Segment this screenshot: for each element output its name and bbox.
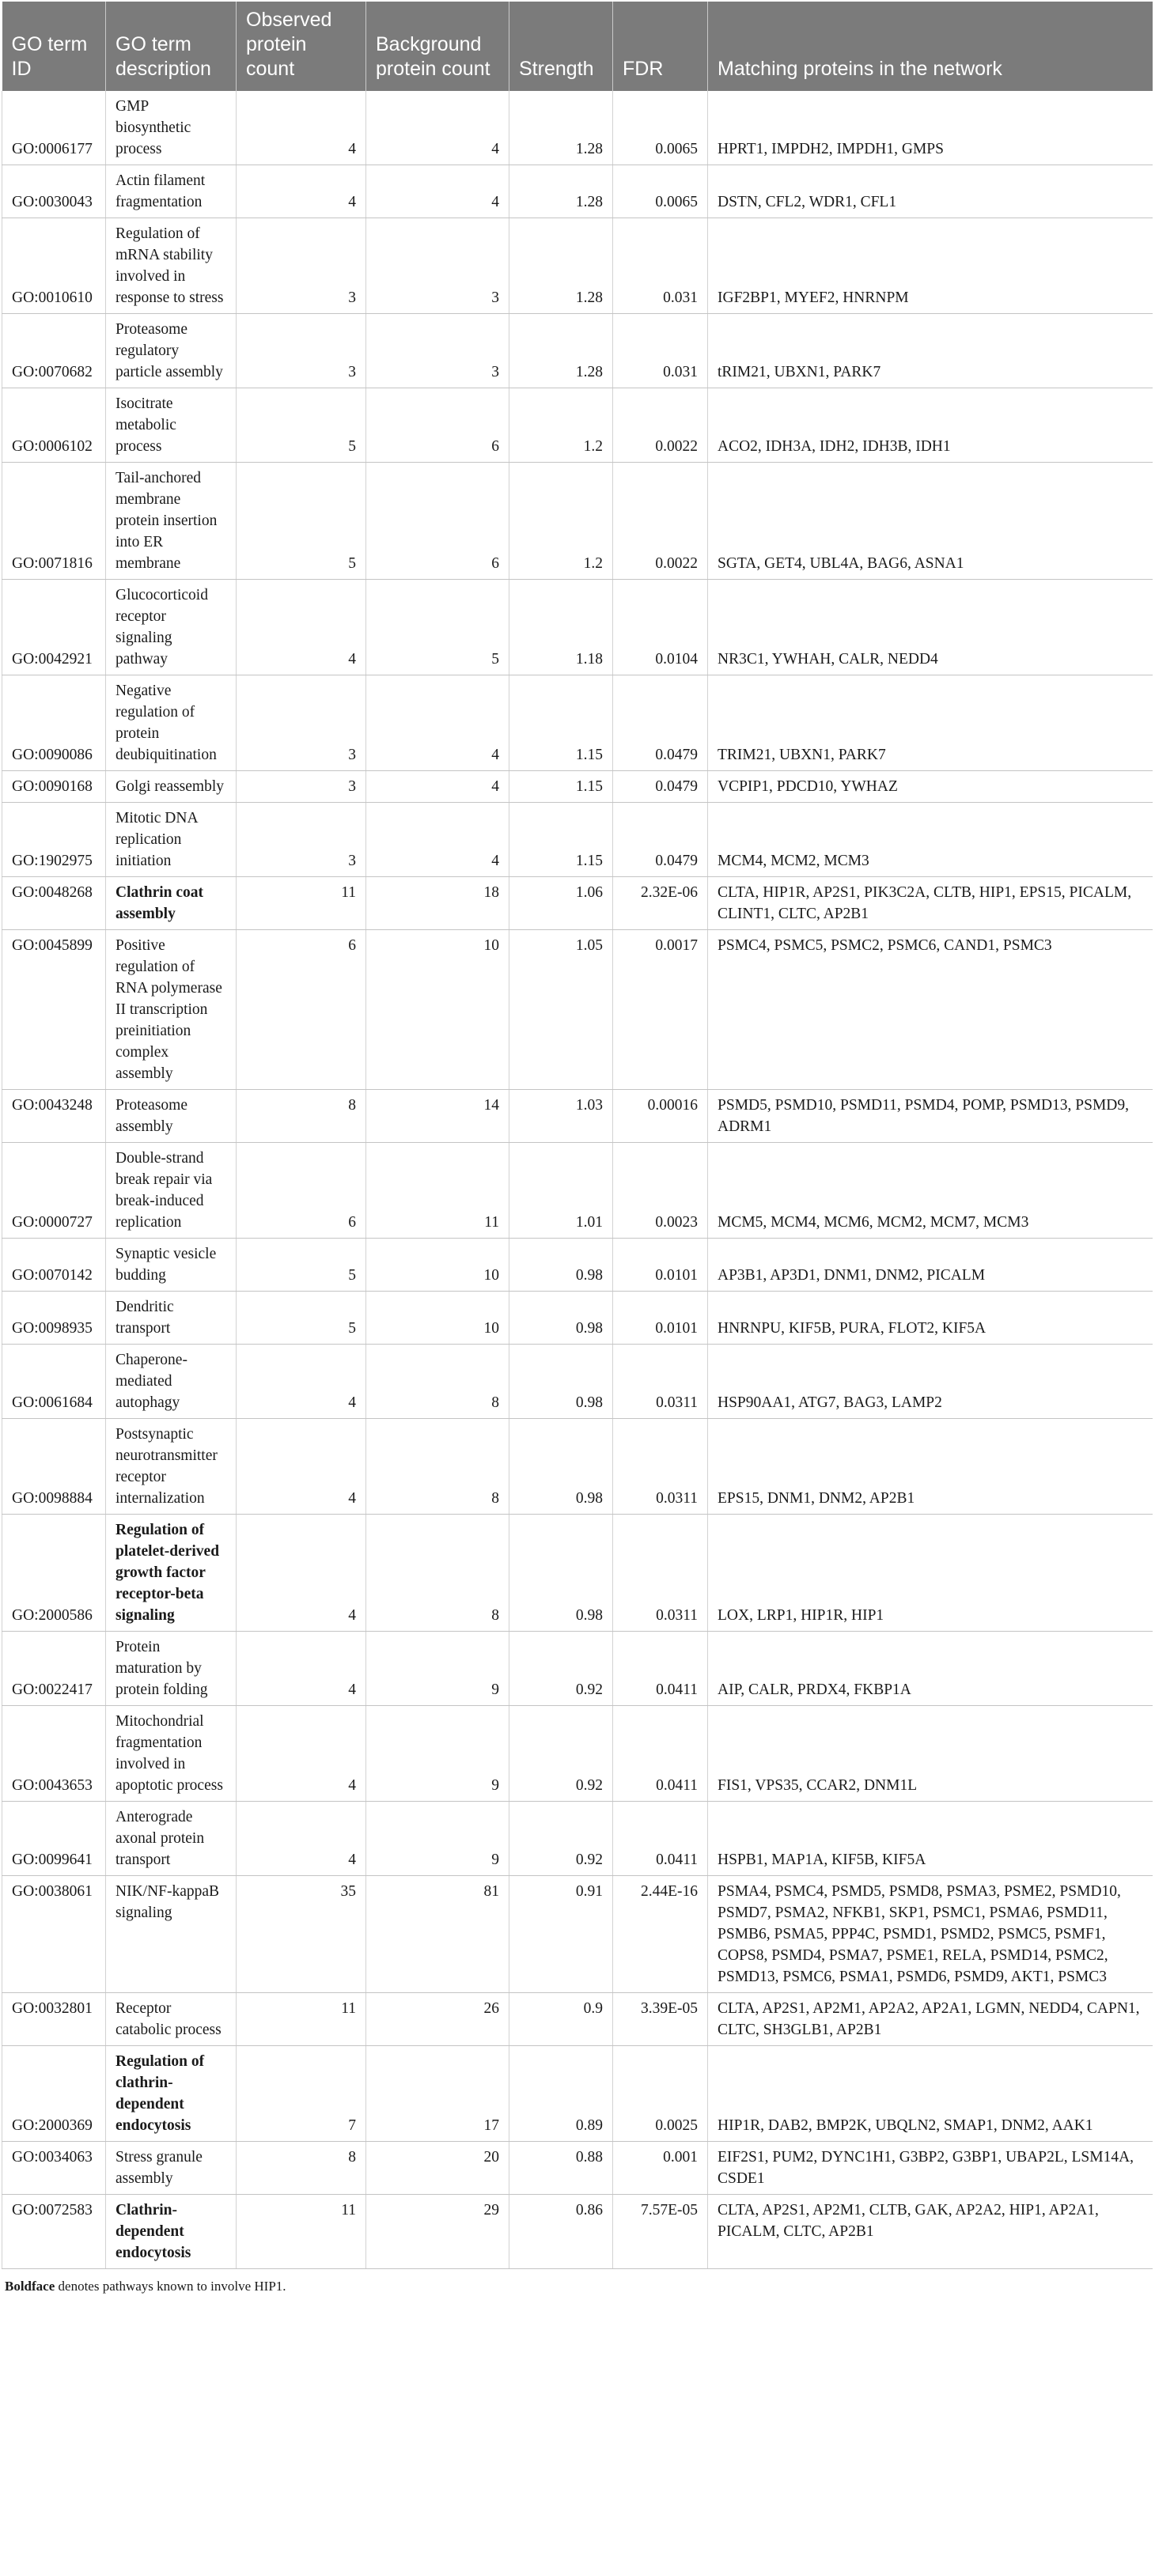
go-term-id-cell: GO:0038061 (2, 1876, 106, 1993)
header-matching-proteins: Matching proteins in the network (708, 2, 1153, 91)
go-term-description-cell: Proteasome assembly (106, 1090, 237, 1143)
fdr-cell: 0.031 (613, 314, 708, 388)
matching-proteins-cell: LOX, LRP1, HIP1R, HIP1 (708, 1515, 1153, 1632)
go-term-description-cell: Dendritic transport (106, 1292, 237, 1345)
go-term-id-cell: GO:0070142 (2, 1239, 106, 1292)
background-count-cell: 14 (366, 1090, 509, 1143)
observed-count-cell: 3 (237, 771, 366, 803)
observed-count-cell: 4 (237, 91, 366, 165)
strength-cell: 1.05 (509, 930, 613, 1090)
fdr-cell: 0.0311 (613, 1515, 708, 1632)
go-term-description-cell: Actin filament fragmentation (106, 165, 237, 218)
go-term-id-cell: GO:0048268 (2, 877, 106, 930)
strength-cell: 1.03 (509, 1090, 613, 1143)
fdr-cell: 0.0311 (613, 1345, 708, 1419)
matching-proteins-cell: CLTA, AP2S1, AP2M1, AP2A2, AP2A1, LGMN, NEDD4, CAPN1, CLTC, SH3GLB1, AP2B1 (708, 1993, 1153, 2046)
go-term-description-cell: Stress granule assembly (106, 2142, 237, 2195)
fdr-cell: 0.0065 (613, 165, 708, 218)
observed-count-cell: 3 (237, 218, 366, 314)
go-term-description-cell: Synaptic vesicle budding (106, 1239, 237, 1292)
strength-cell: 0.88 (509, 2142, 613, 2195)
table-row (2, 1993, 1153, 2046)
observed-count-cell: 4 (237, 1419, 366, 1515)
go-term-id-cell: GO:1902975 (2, 803, 106, 877)
table-row (2, 218, 1153, 314)
observed-count-cell: 3 (237, 675, 366, 771)
strength-cell: 0.98 (509, 1515, 613, 1632)
background-count-cell: 4 (366, 675, 509, 771)
matching-proteins-cell: PSMA4, PSMC4, PSMD5, PSMD8, PSMA3, PSME2, PSMD10, PSMD7, PSMA2, NFKB1, SKP1, PSMC1, PSMA6, PSMD11, PSMB6, PSMA5, PPP4C, PSMD1, PSMD2, PSMC5, PSMF1, COPS8, PSMD4, PSMA7, PSME1, RELA, PSMD14, PSMC2, PSMD13, PSMC6, PSMA1, PSMD6, PSMD9, AKT1, PSMC3 (708, 1876, 1153, 1993)
strength-cell: 0.92 (509, 1632, 613, 1706)
go-term-description-cell: Clathrin-dependent endocytosis (106, 2195, 237, 2269)
matching-proteins-cell: PSMC4, PSMC5, PSMC2, PSMC6, CAND1, PSMC3 (708, 930, 1153, 1090)
fdr-cell: 0.0017 (613, 930, 708, 1090)
strength-cell: 1.15 (509, 675, 613, 771)
background-count-cell: 18 (366, 877, 509, 930)
matching-proteins-cell: HNRNPU, KIF5B, PURA, FLOT2, KIF5A (708, 1292, 1153, 1345)
matching-proteins-cell: FIS1, VPS35, CCAR2, DNM1L (708, 1706, 1153, 1802)
go-term-id-cell: GO:0006102 (2, 388, 106, 463)
observed-count-cell: 35 (237, 1876, 366, 1993)
table-row (2, 388, 1153, 463)
go-term-description-cell: Regulation of clathrin-dependent endocytosis (106, 2046, 237, 2142)
strength-cell: 1.06 (509, 877, 613, 930)
go-term-id-cell: GO:0034063 (2, 2142, 106, 2195)
background-count-cell: 9 (366, 1706, 509, 1802)
table-row (2, 165, 1153, 218)
observed-count-cell: 4 (237, 1632, 366, 1706)
go-term-description-cell: GMP biosynthetic process (106, 91, 237, 165)
go-term-description-cell: Golgi reassembly (106, 771, 237, 803)
observed-count-cell: 4 (237, 580, 366, 675)
fdr-cell: 0.0311 (613, 1419, 708, 1515)
background-count-cell: 11 (366, 1143, 509, 1239)
fdr-cell: 7.57E-05 (613, 2195, 708, 2269)
background-count-cell: 4 (366, 771, 509, 803)
go-term-id-cell: GO:0099641 (2, 1802, 106, 1876)
footnote-text: denotes pathways known to involve HIP1. (55, 2279, 286, 2294)
background-count-cell: 9 (366, 1632, 509, 1706)
matching-proteins-cell: HSPB1, MAP1A, KIF5B, KIF5A (708, 1802, 1153, 1876)
observed-count-cell: 8 (237, 2142, 366, 2195)
go-term-description-cell: Glucocorticoid receptor signaling pathway (106, 580, 237, 675)
go-term-description-cell: Isocitrate metabolic process (106, 388, 237, 463)
matching-proteins-cell: HIP1R, DAB2, BMP2K, UBQLN2, SMAP1, DNM2, AAK1 (708, 2046, 1153, 2142)
observed-count-cell: 6 (237, 930, 366, 1090)
table-row (2, 803, 1153, 877)
observed-count-cell: 5 (237, 463, 366, 580)
go-term-description-cell: Postsynaptic neurotransmitter receptor internalization (106, 1419, 237, 1515)
strength-cell: 0.91 (509, 1876, 613, 1993)
go-term-id-cell: GO:0043653 (2, 1706, 106, 1802)
matching-proteins-cell: EPS15, DNM1, DNM2, AP2B1 (708, 1419, 1153, 1515)
table-row (2, 1239, 1153, 1292)
table-container (2, 2, 1152, 2294)
table-row (2, 1632, 1153, 1706)
matching-proteins-cell: MCM4, MCM2, MCM3 (708, 803, 1153, 877)
observed-count-cell: 6 (237, 1143, 366, 1239)
matching-proteins-cell: PSMD5, PSMD10, PSMD11, PSMD4, POMP, PSMD13, PSMD9, ADRM1 (708, 1090, 1153, 1143)
matching-proteins-cell: VCPIP1, PDCD10, YWHAZ (708, 771, 1153, 803)
go-term-description-cell: Mitochondrial fragmentation involved in apoptotic process (106, 1706, 237, 1802)
matching-proteins-cell: TRIM21, UBXN1, PARK7 (708, 675, 1153, 771)
table-row (2, 1419, 1153, 1515)
background-count-cell: 17 (366, 2046, 509, 2142)
matching-proteins-cell: AP3B1, AP3D1, DNM1, DNM2, PICALM (708, 1239, 1153, 1292)
background-count-cell: 8 (366, 1419, 509, 1515)
fdr-cell: 0.00016 (613, 1090, 708, 1143)
observed-count-cell: 7 (237, 2046, 366, 2142)
fdr-cell: 2.32E-06 (613, 877, 708, 930)
go-term-description-cell: Tail-anchored membrane protein insertion into ER membrane (106, 463, 237, 580)
matching-proteins-cell: NR3C1, YWHAH, CALR, NEDD4 (708, 580, 1153, 675)
go-term-id-cell: GO:0070682 (2, 314, 106, 388)
go-enrichment-table (2, 2, 1153, 2269)
strength-cell: 0.98 (509, 1239, 613, 1292)
go-term-description-cell: Protein maturation by protein folding (106, 1632, 237, 1706)
fdr-cell: 3.39E-05 (613, 1993, 708, 2046)
table-row (2, 1802, 1153, 1876)
fdr-cell: 0.0411 (613, 1706, 708, 1802)
go-term-description-cell: Mitotic DNA replication initiation (106, 803, 237, 877)
go-term-description-cell: Proteasome regulatory particle assembly (106, 314, 237, 388)
background-count-cell: 6 (366, 463, 509, 580)
go-term-id-cell: GO:0042921 (2, 580, 106, 675)
matching-proteins-cell: AIP, CALR, PRDX4, FKBP1A (708, 1632, 1153, 1706)
matching-proteins-cell: tRIM21, UBXN1, PARK7 (708, 314, 1153, 388)
observed-count-cell: 3 (237, 314, 366, 388)
background-count-cell: 8 (366, 1515, 509, 1632)
strength-cell: 1.15 (509, 771, 613, 803)
header-strength: Strength (509, 2, 613, 91)
background-count-cell: 20 (366, 2142, 509, 2195)
observed-count-cell: 3 (237, 803, 366, 877)
strength-cell: 1.01 (509, 1143, 613, 1239)
observed-count-cell: 5 (237, 388, 366, 463)
strength-cell: 1.15 (509, 803, 613, 877)
fdr-cell: 0.0479 (613, 771, 708, 803)
background-count-cell: 9 (366, 1802, 509, 1876)
strength-cell: 1.28 (509, 218, 613, 314)
table-body (2, 91, 1153, 2269)
observed-count-cell: 4 (237, 1345, 366, 1419)
go-term-id-cell: GO:0072583 (2, 2195, 106, 2269)
strength-cell: 0.98 (509, 1292, 613, 1345)
header-go-term-description: GO term description (106, 2, 237, 91)
strength-cell: 0.86 (509, 2195, 613, 2269)
table-row (2, 2195, 1153, 2269)
go-term-id-cell: GO:0098884 (2, 1419, 106, 1515)
table-row (2, 1515, 1153, 1632)
observed-count-cell: 4 (237, 1515, 366, 1632)
observed-count-cell: 4 (237, 165, 366, 218)
go-term-id-cell: GO:0032801 (2, 1993, 106, 2046)
table-row (2, 2046, 1153, 2142)
go-term-description-cell: Regulation of mRNA stability involved in response to stress (106, 218, 237, 314)
table-row (2, 463, 1153, 580)
observed-count-cell: 4 (237, 1706, 366, 1802)
fdr-cell: 0.0479 (613, 675, 708, 771)
observed-count-cell: 4 (237, 1802, 366, 1876)
background-count-cell: 4 (366, 165, 509, 218)
go-term-id-cell: GO:0010610 (2, 218, 106, 314)
table-row (2, 580, 1153, 675)
strength-cell: 0.92 (509, 1802, 613, 1876)
background-count-cell: 26 (366, 1993, 509, 2046)
go-term-description-cell: Chaperone-mediated autophagy (106, 1345, 237, 1419)
background-count-cell: 10 (366, 1292, 509, 1345)
go-term-id-cell: GO:0098935 (2, 1292, 106, 1345)
strength-cell: 0.92 (509, 1706, 613, 1802)
observed-count-cell: 11 (237, 1993, 366, 2046)
table-row (2, 2142, 1153, 2195)
go-term-description-cell: Double-strand break repair via break-induced replication (106, 1143, 237, 1239)
go-term-id-cell: GO:0090168 (2, 771, 106, 803)
fdr-cell: 0.0065 (613, 91, 708, 165)
go-term-description-cell: Positive regulation of RNA polymerase II transcription preinitiation complex assembly (106, 930, 237, 1090)
strength-cell: 1.2 (509, 463, 613, 580)
go-term-description-cell: Receptor catabolic process (106, 1993, 237, 2046)
background-count-cell: 3 (366, 218, 509, 314)
go-term-description-cell: Regulation of platelet-derived growth factor receptor-beta signaling (106, 1515, 237, 1632)
table-row (2, 1706, 1153, 1802)
table-row (2, 675, 1153, 771)
observed-count-cell: 11 (237, 2195, 366, 2269)
table-footnote (2, 2279, 1152, 2294)
fdr-cell: 0.0101 (613, 1239, 708, 1292)
go-term-description-cell: Anterograde axonal protein transport (106, 1802, 237, 1876)
background-count-cell: 8 (366, 1345, 509, 1419)
go-term-id-cell: GO:0030043 (2, 165, 106, 218)
fdr-cell: 0.031 (613, 218, 708, 314)
fdr-cell: 0.0022 (613, 463, 708, 580)
go-term-id-cell: GO:0006177 (2, 91, 106, 165)
go-term-id-cell: GO:0045899 (2, 930, 106, 1090)
fdr-cell: 0.0411 (613, 1802, 708, 1876)
table-header (2, 2, 1153, 91)
matching-proteins-cell: CLTA, AP2S1, AP2M1, CLTB, GAK, AP2A2, HIP1, AP2A1, PICALM, CLTC, AP2B1 (708, 2195, 1153, 2269)
table-row (2, 930, 1153, 1090)
background-count-cell: 5 (366, 580, 509, 675)
table-row (2, 314, 1153, 388)
strength-cell: 0.98 (509, 1419, 613, 1515)
table-row (2, 1876, 1153, 1993)
observed-count-cell: 8 (237, 1090, 366, 1143)
strength-cell: 1.28 (509, 91, 613, 165)
background-count-cell: 6 (366, 388, 509, 463)
background-count-cell: 3 (366, 314, 509, 388)
go-term-id-cell: GO:0022417 (2, 1632, 106, 1706)
fdr-cell: 0.0022 (613, 388, 708, 463)
table-row (2, 91, 1153, 165)
fdr-cell: 0.0023 (613, 1143, 708, 1239)
table-row (2, 771, 1153, 803)
strength-cell: 0.89 (509, 2046, 613, 2142)
fdr-cell: 2.44E-16 (613, 1876, 708, 1993)
table-row (2, 1345, 1153, 1419)
observed-count-cell: 5 (237, 1239, 366, 1292)
fdr-cell: 0.0025 (613, 2046, 708, 2142)
background-count-cell: 29 (366, 2195, 509, 2269)
strength-cell: 1.2 (509, 388, 613, 463)
background-count-cell: 4 (366, 91, 509, 165)
go-term-id-cell: GO:0071816 (2, 463, 106, 580)
fdr-cell: 0.0104 (613, 580, 708, 675)
matching-proteins-cell: HSP90AA1, ATG7, BAG3, LAMP2 (708, 1345, 1153, 1419)
fdr-cell: 0.001 (613, 2142, 708, 2195)
table-row (2, 1090, 1153, 1143)
go-term-id-cell: GO:2000369 (2, 2046, 106, 2142)
go-term-description-cell: Clathrin coat assembly (106, 877, 237, 930)
fdr-cell: 0.0479 (613, 803, 708, 877)
fdr-cell: 0.0101 (613, 1292, 708, 1345)
matching-proteins-cell: EIF2S1, PUM2, DYNC1H1, G3BP2, G3BP1, UBAP2L, LSM14A, CSDE1 (708, 2142, 1153, 2195)
strength-cell: 0.98 (509, 1345, 613, 1419)
matching-proteins-cell: IGF2BP1, MYEF2, HNRNPM (708, 218, 1153, 314)
footnote-bold-term: Boldface (5, 2279, 55, 2294)
background-count-cell: 4 (366, 803, 509, 877)
observed-count-cell: 11 (237, 877, 366, 930)
header-observed-protein-count: Observed protein count (237, 2, 366, 91)
go-term-id-cell: GO:0090086 (2, 675, 106, 771)
strength-cell: 1.28 (509, 314, 613, 388)
go-term-description-cell: NIK/NF-kappaB signaling (106, 1876, 237, 1993)
fdr-cell: 0.0411 (613, 1632, 708, 1706)
matching-proteins-cell: CLTA, HIP1R, AP2S1, PIK3C2A, CLTB, HIP1, EPS15, PICALM, CLINT1, CLTC, AP2B1 (708, 877, 1153, 930)
table-row (2, 1143, 1153, 1239)
matching-proteins-cell: ACO2, IDH3A, IDH2, IDH3B, IDH1 (708, 388, 1153, 463)
table-row (2, 1292, 1153, 1345)
go-term-id-cell: GO:0000727 (2, 1143, 106, 1239)
go-term-id-cell: GO:0043248 (2, 1090, 106, 1143)
header-go-term-id: GO term ID (2, 2, 106, 91)
matching-proteins-cell: MCM5, MCM4, MCM6, MCM2, MCM7, MCM3 (708, 1143, 1153, 1239)
go-term-id-cell: GO:0061684 (2, 1345, 106, 1419)
matching-proteins-cell: SGTA, GET4, UBL4A, BAG6, ASNA1 (708, 463, 1153, 580)
header-row (2, 2, 1153, 91)
go-term-description-cell: Negative regulation of protein deubiquitination (106, 675, 237, 771)
background-count-cell: 10 (366, 1239, 509, 1292)
matching-proteins-cell: HPRT1, IMPDH2, IMPDH1, GMPS (708, 91, 1153, 165)
header-background-protein-count: Background protein count (366, 2, 509, 91)
table-row (2, 877, 1153, 930)
background-count-cell: 81 (366, 1876, 509, 1993)
strength-cell: 1.28 (509, 165, 613, 218)
observed-count-cell: 5 (237, 1292, 366, 1345)
strength-cell: 1.18 (509, 580, 613, 675)
background-count-cell: 10 (366, 930, 509, 1090)
strength-cell: 0.9 (509, 1993, 613, 2046)
go-term-id-cell: GO:2000586 (2, 1515, 106, 1632)
matching-proteins-cell: DSTN, CFL2, WDR1, CFL1 (708, 165, 1153, 218)
header-fdr: FDR (613, 2, 708, 91)
